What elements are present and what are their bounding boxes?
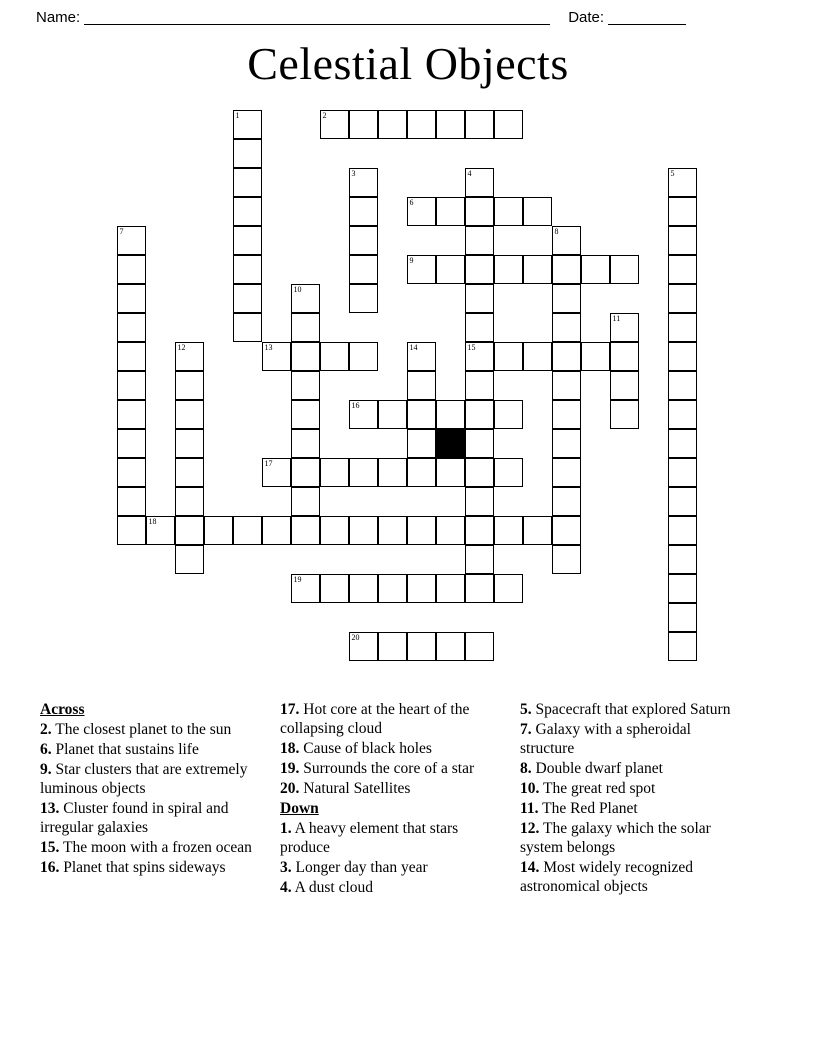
crossword-cell[interactable] <box>407 574 436 603</box>
clue-lists <box>40 700 780 898</box>
crossword-cell[interactable] <box>610 371 639 400</box>
clue-text: The closest planet to the sun <box>51 721 232 738</box>
crossword-cell[interactable] <box>117 429 146 458</box>
cell-number: 7 <box>119 227 124 236</box>
clue-item <box>40 858 268 877</box>
clue-number: 8. <box>520 760 532 777</box>
crossword-cell[interactable] <box>436 197 465 226</box>
cell-number: 4 <box>467 169 472 178</box>
clue-item <box>280 878 508 897</box>
crossword-cell[interactable] <box>552 255 581 284</box>
clue-text: A heavy element that stars produce <box>280 820 459 856</box>
clue-item <box>280 759 508 778</box>
clue-number: 4. <box>280 879 292 896</box>
crossword-cell[interactable] <box>262 342 291 371</box>
clue-number: 14. <box>520 859 540 876</box>
crossword-cell[interactable] <box>523 197 552 226</box>
crossword-cell[interactable] <box>552 371 581 400</box>
crossword-cell[interactable] <box>668 545 697 574</box>
crossword-cell[interactable] <box>291 487 320 516</box>
clue-text: Natural Satellites <box>299 780 411 797</box>
crossword-cell[interactable] <box>117 458 146 487</box>
crossword-cell[interactable] <box>233 516 262 545</box>
crossword-cell[interactable] <box>465 400 494 429</box>
crossword-cell[interactable] <box>291 458 320 487</box>
cell-number: 18 <box>148 517 157 526</box>
crossword-cell[interactable] <box>407 429 436 458</box>
crossword-cell[interactable] <box>523 516 552 545</box>
across-heading: Across <box>40 701 85 718</box>
crossword-cell[interactable] <box>291 400 320 429</box>
crossword-cell[interactable] <box>494 458 523 487</box>
cell-number: 15 <box>467 343 476 352</box>
cell-number: 1 <box>235 111 240 120</box>
crossword-cell[interactable] <box>668 458 697 487</box>
crossword-cell[interactable] <box>552 284 581 313</box>
crossword-cell[interactable] <box>349 226 378 255</box>
crossword-cell[interactable] <box>668 429 697 458</box>
crossword-cell[interactable] <box>436 516 465 545</box>
crossword-cell[interactable] <box>175 516 204 545</box>
crossword-cell[interactable] <box>291 516 320 545</box>
page-title: Celestial Objects <box>247 38 569 89</box>
clue-number: 6. <box>40 741 52 758</box>
clue-text: Cluster found in spiral and irregular galaxies <box>40 800 229 836</box>
crossword-cell[interactable] <box>378 516 407 545</box>
crossword-cell[interactable] <box>349 632 378 661</box>
crossword-cell[interactable] <box>581 255 610 284</box>
crossword-cell[interactable] <box>465 226 494 255</box>
crossword-cell[interactable] <box>117 255 146 284</box>
crossword-cell[interactable] <box>407 197 436 226</box>
clue-text: Cause of black holes <box>299 740 432 757</box>
clue-number: 2. <box>40 721 52 738</box>
crossword-cell[interactable] <box>349 342 378 371</box>
clue-text: Surrounds the core of a star <box>299 760 475 777</box>
clue-item <box>40 720 268 739</box>
crossword-cell[interactable] <box>552 400 581 429</box>
crossword-cell[interactable] <box>465 313 494 342</box>
clue-item <box>40 760 268 798</box>
crossword-cell[interactable] <box>552 545 581 574</box>
clue-text: The Red Planet <box>538 800 638 817</box>
crossword-cell[interactable] <box>175 487 204 516</box>
crossword-cell[interactable] <box>291 429 320 458</box>
clue-text: Spacecraft that explored Saturn <box>531 701 731 718</box>
crossword-cell[interactable] <box>349 110 378 139</box>
crossword-cell[interactable] <box>465 574 494 603</box>
clue-item <box>40 740 268 759</box>
clue-number: 19. <box>280 760 300 777</box>
crossword-cell[interactable] <box>552 226 581 255</box>
crossword-cell[interactable] <box>349 458 378 487</box>
crossword-cell[interactable] <box>465 284 494 313</box>
clue-item <box>280 739 508 758</box>
crossword-cell[interactable] <box>465 255 494 284</box>
clue-number: 11. <box>520 800 539 817</box>
crossword-cell[interactable] <box>494 342 523 371</box>
crossword-cell[interactable] <box>291 284 320 313</box>
crossword-cell[interactable] <box>494 516 523 545</box>
clue-number: 15. <box>40 839 60 856</box>
crossword-cell[interactable] <box>349 516 378 545</box>
crossword-cell[interactable] <box>668 197 697 226</box>
crossword-cell[interactable] <box>436 458 465 487</box>
clue-number: 17. <box>280 701 300 718</box>
crossword-cell[interactable] <box>407 632 436 661</box>
clue-number: 10. <box>520 780 540 797</box>
crossword-cell[interactable] <box>465 371 494 400</box>
cell-number: 8 <box>554 227 559 236</box>
clue-text: The galaxy which the solar system belongs <box>520 820 711 856</box>
clue-column-1 <box>40 700 280 878</box>
crossword-cell[interactable] <box>668 342 697 371</box>
crossword-cell[interactable] <box>610 255 639 284</box>
crossword-cell[interactable] <box>668 168 697 197</box>
clue-text: The moon with a frozen ocean <box>59 839 252 856</box>
crossword-cell[interactable] <box>378 632 407 661</box>
crossword-cell[interactable] <box>117 371 146 400</box>
crossword-cell[interactable] <box>175 371 204 400</box>
crossword-cell[interactable] <box>465 545 494 574</box>
crossword-cell[interactable] <box>523 342 552 371</box>
cell-number: 16 <box>351 401 360 410</box>
clue-column-3 <box>520 700 760 897</box>
clue-item <box>280 858 508 877</box>
crossword-cell[interactable] <box>668 255 697 284</box>
crossword-cell[interactable] <box>175 400 204 429</box>
crossword-cell[interactable] <box>349 168 378 197</box>
clue-column-2 <box>280 700 520 898</box>
crossword-cell[interactable] <box>349 197 378 226</box>
crossword-cell[interactable] <box>233 197 262 226</box>
down-heading: Down <box>280 800 319 817</box>
clue-item <box>40 838 268 857</box>
clue-number: 9. <box>40 761 52 778</box>
crossword-cell[interactable] <box>494 255 523 284</box>
clue-item <box>280 700 508 738</box>
crossword-cell[interactable] <box>291 342 320 371</box>
crossword-cell[interactable] <box>668 516 697 545</box>
crossword-cell[interactable] <box>436 255 465 284</box>
clue-number: 20. <box>280 780 300 797</box>
clue-text: Planet that spins sideways <box>59 859 226 876</box>
crossword-cell[interactable] <box>465 168 494 197</box>
clue-number: 12. <box>520 820 540 837</box>
cell-number: 6 <box>409 198 414 207</box>
crossword-cell[interactable] <box>668 603 697 632</box>
clue-number: 13. <box>40 800 60 817</box>
crossword-cell[interactable] <box>117 516 146 545</box>
clue-item <box>280 819 508 857</box>
crossword-cell[interactable] <box>146 516 175 545</box>
cell-number: 13 <box>264 343 273 352</box>
cell-number: 2 <box>322 111 327 120</box>
crossword-cell[interactable] <box>233 255 262 284</box>
crossword-cell[interactable] <box>668 400 697 429</box>
crossword-cell[interactable] <box>117 284 146 313</box>
crossword-cell[interactable] <box>668 574 697 603</box>
crossword-cell[interactable] <box>465 516 494 545</box>
crossword-cell[interactable] <box>610 342 639 371</box>
clue-text: Star clusters that are extremely luminous objects <box>40 761 248 797</box>
crossword-cell[interactable] <box>552 458 581 487</box>
crossword-cell[interactable] <box>494 574 523 603</box>
crossword-cell[interactable] <box>494 400 523 429</box>
crossword-cell[interactable] <box>407 516 436 545</box>
crossword-cell[interactable] <box>175 545 204 574</box>
crossword-cell[interactable] <box>668 313 697 342</box>
crossword-cell[interactable] <box>407 110 436 139</box>
crossword-cell[interactable] <box>668 284 697 313</box>
cell-number: 11 <box>612 314 621 323</box>
crossword-cell[interactable] <box>552 429 581 458</box>
cell-number: 5 <box>670 169 675 178</box>
crossword-cell[interactable] <box>378 458 407 487</box>
crossword-cell[interactable] <box>523 255 552 284</box>
crossword-cell[interactable] <box>494 110 523 139</box>
clue-text: Longer day than year <box>291 859 428 876</box>
crossword-cell[interactable] <box>175 342 204 371</box>
crossword-cell[interactable] <box>407 400 436 429</box>
crossword-cell[interactable] <box>349 400 378 429</box>
crossword-cell[interactable] <box>465 487 494 516</box>
clue-number: 16. <box>40 859 60 876</box>
crossword-cell[interactable] <box>552 313 581 342</box>
crossword-cell[interactable] <box>291 313 320 342</box>
crossword-cell[interactable] <box>320 516 349 545</box>
clue-number: 18. <box>280 740 300 757</box>
cell-number: 10 <box>293 285 302 294</box>
cell-number: 14 <box>409 343 418 352</box>
crossword-cell[interactable] <box>668 632 697 661</box>
crossword-cell[interactable] <box>175 458 204 487</box>
crossword-cell[interactable] <box>320 110 349 139</box>
crossword-cell[interactable] <box>349 574 378 603</box>
crossword-cell[interactable] <box>349 255 378 284</box>
crossword-cell[interactable] <box>204 516 233 545</box>
crossword-cell[interactable] <box>262 458 291 487</box>
clue-text: The great red spot <box>539 780 656 797</box>
clue-item <box>520 720 748 758</box>
clue-item <box>40 799 268 837</box>
crossword-cell[interactable] <box>668 487 697 516</box>
crossword-cell[interactable] <box>291 574 320 603</box>
crossword-cell[interactable] <box>407 255 436 284</box>
crossword-cell[interactable] <box>436 110 465 139</box>
cell-number: 19 <box>293 575 302 584</box>
crossword-cell[interactable] <box>465 197 494 226</box>
clue-item <box>520 779 748 798</box>
crossword-cell[interactable] <box>465 458 494 487</box>
crossword-cell[interactable] <box>610 313 639 342</box>
crossword-cell[interactable] <box>233 226 262 255</box>
crossword-cell[interactable] <box>668 226 697 255</box>
crossword-cell[interactable] <box>581 342 610 371</box>
crossword-cell[interactable] <box>552 516 581 545</box>
crossword-cell[interactable] <box>436 400 465 429</box>
crossword-cell[interactable] <box>668 371 697 400</box>
crossword-cell[interactable] <box>465 429 494 458</box>
crossword-cell[interactable] <box>349 284 378 313</box>
cell-number: 9 <box>409 256 414 265</box>
crossword-cell[interactable] <box>378 110 407 139</box>
clue-item <box>520 858 748 896</box>
crossword-cell[interactable] <box>320 458 349 487</box>
crossword-cell[interactable] <box>320 342 349 371</box>
clue-number: 5. <box>520 701 532 718</box>
crossword-cell[interactable] <box>262 516 291 545</box>
clue-item <box>280 779 508 798</box>
clue-item <box>520 700 748 719</box>
crossword-cell[interactable] <box>233 139 262 168</box>
crossword-cell[interactable] <box>407 371 436 400</box>
clue-text: Galaxy with a spheroidal structure <box>520 721 691 757</box>
crossword-cell[interactable] <box>117 400 146 429</box>
crossword-cell[interactable] <box>175 429 204 458</box>
cell-number: 12 <box>177 343 186 352</box>
blocked-cell <box>436 429 465 458</box>
crossword-cell[interactable] <box>117 226 146 255</box>
name-label: Name: <box>36 8 81 26</box>
crossword-cell[interactable] <box>436 632 465 661</box>
clue-text: Hot core at the heart of the collapsing cloud <box>280 701 470 737</box>
crossword-cell[interactable] <box>378 574 407 603</box>
clue-text: A dust cloud <box>291 879 374 896</box>
clue-text: Double dwarf planet <box>531 760 663 777</box>
crossword-cell[interactable] <box>117 487 146 516</box>
clue-item <box>520 819 748 857</box>
crossword-cell[interactable] <box>233 313 262 342</box>
clue-number: 3. <box>280 859 292 876</box>
cell-number: 17 <box>264 459 273 468</box>
crossword-cell[interactable] <box>494 197 523 226</box>
clue-number: 1. <box>280 820 292 837</box>
crossword-cell[interactable] <box>233 168 262 197</box>
crossword-cell[interactable] <box>465 342 494 371</box>
clue-number: 7. <box>520 721 532 738</box>
clue-text: Most widely recognized astronomical objects <box>520 859 694 895</box>
clue-text: Planet that sustains life <box>51 741 199 758</box>
crossword-cell[interactable] <box>407 342 436 371</box>
crossword-cell[interactable] <box>610 400 639 429</box>
crossword-cell[interactable] <box>436 574 465 603</box>
crossword-cell[interactable] <box>320 574 349 603</box>
crossword-cell[interactable] <box>552 342 581 371</box>
cell-number: 3 <box>351 169 356 178</box>
crossword-cell[interactable] <box>233 110 262 139</box>
crossword-cell[interactable] <box>291 371 320 400</box>
cell-number: 20 <box>351 633 360 642</box>
crossword-cell[interactable] <box>117 342 146 371</box>
crossword-cell[interactable] <box>407 458 436 487</box>
crossword-cell[interactable] <box>465 632 494 661</box>
crossword-cell[interactable] <box>233 284 262 313</box>
crossword-cell[interactable] <box>465 110 494 139</box>
crossword-cell[interactable] <box>378 400 407 429</box>
crossword-cell[interactable] <box>552 487 581 516</box>
date-label: Date: <box>568 8 605 26</box>
crossword-cell[interactable] <box>117 313 146 342</box>
clue-item <box>520 759 748 778</box>
clue-item <box>520 799 748 818</box>
